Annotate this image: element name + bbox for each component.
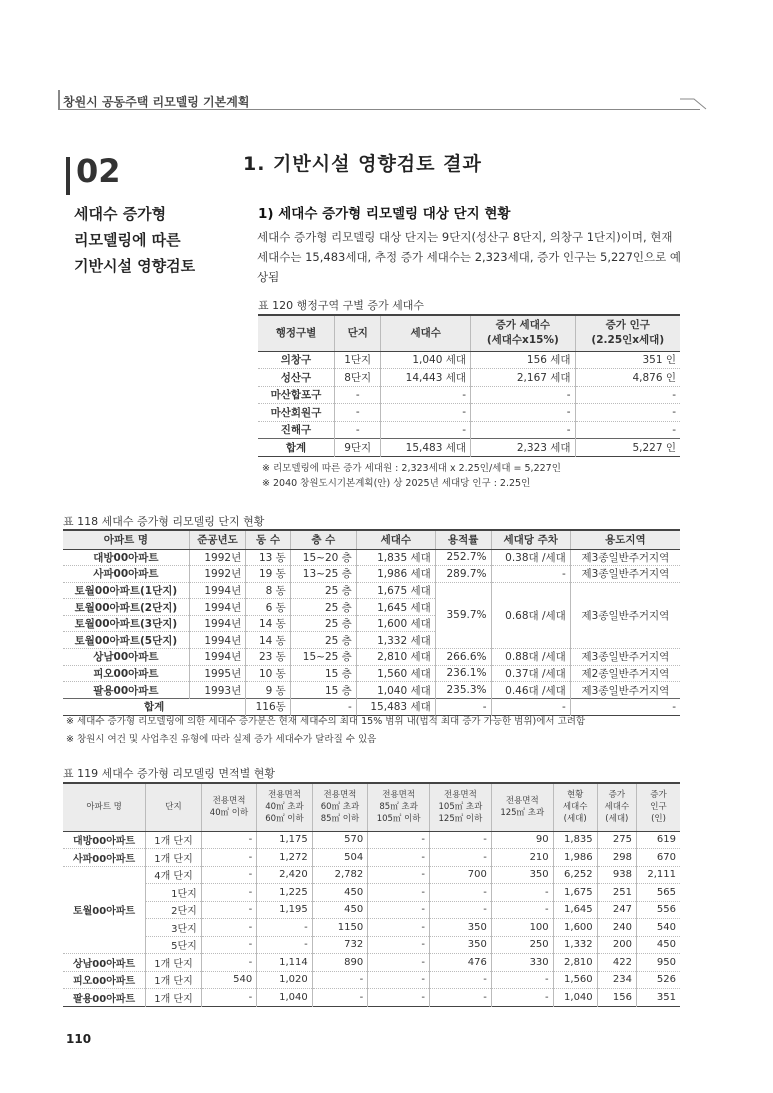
table-row <box>63 549 680 566</box>
table-cell: 토월00아파트(3단지) <box>63 615 189 632</box>
table-header-cell: 층 수 <box>290 530 356 549</box>
table-119-caption: 표 119 세대수 증가형 리모델링 면적별 현황 <box>63 767 275 780</box>
table-cell: 25 층 <box>290 582 356 599</box>
table-row <box>63 582 680 599</box>
table-cell: - <box>430 989 492 1007</box>
table-cell: 556 <box>637 901 681 919</box>
table-cell: 0.68대 /세대 <box>491 582 570 648</box>
table-cell: 1,835 세대 <box>356 549 435 566</box>
table-cell: 1995년 <box>189 665 245 682</box>
table-120-caption: 표 120 행정구역 구별 증가 세대수 <box>258 299 424 312</box>
table-cell: 350 <box>491 866 553 884</box>
table-row <box>258 439 680 457</box>
table-cell: 토월00아파트(2단지) <box>63 599 189 616</box>
table-cell: 10 동 <box>246 665 291 682</box>
table-header-cell: 세대수 <box>381 315 471 351</box>
table-row <box>63 849 680 867</box>
table-cell: 1,225 <box>257 884 312 902</box>
table-120-note-1: ※ 리모델링에 따른 증가 세대원 : 2,323세대 x 2.25인/세대 = 5,227인 <box>262 463 561 474</box>
table-cell: - <box>368 971 430 989</box>
table-cell: 상남00아파트 <box>63 954 146 972</box>
table-cell: 4,876 인 <box>575 369 680 387</box>
table-cell: 팔용00아파트 <box>63 682 189 699</box>
table-cell: 1,675 세대 <box>356 582 435 599</box>
table-header-cell: 전용면적 125㎡ 초과 <box>491 783 553 831</box>
table-row <box>258 351 680 369</box>
table-cell: 236.1% <box>435 665 491 682</box>
running-header: 창원시 공동주택 리모델링 기본계획 <box>63 95 250 109</box>
table-cell: 450 <box>637 936 681 954</box>
table-cell: 5,227 인 <box>575 439 680 457</box>
table-cell: - <box>334 404 380 422</box>
table-cell: 3단지 <box>146 919 202 937</box>
table-cell: - <box>201 936 256 954</box>
table-row <box>63 866 680 884</box>
table-cell: 9 동 <box>246 682 291 699</box>
table-cell: 15~25 층 <box>290 649 356 666</box>
table-cell: 사파00아파트 <box>63 566 189 583</box>
table-header-cell: 증가 인구 (인) <box>637 783 681 831</box>
table-cell: 250 <box>491 936 553 954</box>
table-row <box>63 989 680 1007</box>
table-cell: 15 층 <box>290 665 356 682</box>
table-cell: - <box>257 919 312 937</box>
table-cell: 1,645 <box>553 901 597 919</box>
table-cell: 1,645 세대 <box>356 599 435 616</box>
table-cell: - <box>257 936 312 954</box>
table-cell: 1,040 <box>553 989 597 1007</box>
table-118 <box>63 529 680 716</box>
table-cell: 상남00아파트 <box>63 649 189 666</box>
table-row <box>63 884 680 902</box>
table-cell: 의창구 <box>258 351 334 369</box>
table-cell: 합계 <box>258 439 334 457</box>
section-title: 1. 기반시설 영향검토 결과 <box>243 153 482 175</box>
table-cell: 2,420 <box>257 866 312 884</box>
table-cell: 15 층 <box>290 682 356 699</box>
table-cell: - <box>201 831 256 849</box>
table-cell: 0.88대 /세대 <box>491 649 570 666</box>
table-cell: 210 <box>491 849 553 867</box>
table-cell: 450 <box>312 884 367 902</box>
table-cell: - <box>491 989 553 1007</box>
table-cell: - <box>430 884 492 902</box>
table-header-cell: 아파트 명 <box>63 530 189 549</box>
table-cell: 252.7% <box>435 549 491 566</box>
table-cell: 289.7% <box>435 566 491 583</box>
chapter-title-line-2: 리모델링에 따른 <box>74 231 181 249</box>
table-cell: - <box>368 936 430 954</box>
table-cell: 1994년 <box>189 615 245 632</box>
table-header-cell: 세대수 <box>356 530 435 549</box>
table-cell: 14 동 <box>246 615 291 632</box>
table-cell: 합계 <box>63 698 246 715</box>
table-cell: - <box>368 831 430 849</box>
table-cell: 마산합포구 <box>258 386 334 404</box>
table-cell: - <box>430 831 492 849</box>
table-cell: 100 <box>491 919 553 937</box>
table-cell: - <box>201 849 256 867</box>
table-cell: 240 <box>597 919 636 937</box>
table-120 <box>258 314 680 457</box>
table-cell: 13 동 <box>246 549 291 566</box>
table-cell: 사파00아파트 <box>63 849 146 867</box>
table-cell: 15,483 세대 <box>356 698 435 715</box>
table-cell: 90 <box>491 831 553 849</box>
table-row <box>63 682 680 699</box>
chapter-title-line-1: 세대수 증가형 <box>74 205 167 223</box>
chapter-number: 02 <box>76 152 121 190</box>
table-cell: 0.37대 /세대 <box>491 665 570 682</box>
table-header-cell: 증가 세대수 (세대) <box>597 783 636 831</box>
table-cell: 1992년 <box>189 549 245 566</box>
table-cell: 1993년 <box>189 682 245 699</box>
table-cell: 422 <box>597 954 636 972</box>
table-cell: 2,323 세대 <box>471 439 576 457</box>
table-119 <box>63 782 680 1007</box>
table-cell: 마산회원구 <box>258 404 334 422</box>
chapter-bar <box>66 157 70 195</box>
table-cell: - <box>368 901 430 919</box>
table-cell: 359.7% <box>435 582 491 648</box>
table-cell: 275 <box>597 831 636 849</box>
table-cell: 2,810 세대 <box>356 649 435 666</box>
table-cell: 1,040 세대 <box>356 682 435 699</box>
table-cell: 9단지 <box>334 439 380 457</box>
table-row <box>63 919 680 937</box>
table-cell: - <box>430 849 492 867</box>
table-cell: 1,835 <box>553 831 597 849</box>
table-cell: - <box>471 404 576 422</box>
table-cell: 팔용00아파트 <box>63 989 146 1007</box>
table-cell: 1,195 <box>257 901 312 919</box>
table-cell: - <box>368 919 430 937</box>
table-header-cell: 용도지역 <box>570 530 680 549</box>
table-cell: 25 층 <box>290 632 356 649</box>
table-cell: 2,782 <box>312 866 367 884</box>
table-cell: - <box>201 919 256 937</box>
table-header-cell: 전용면적 105㎡ 초과 125㎡ 이하 <box>430 783 492 831</box>
table-cell: 제3종일반주거지역 <box>570 649 680 666</box>
table-cell: - <box>201 884 256 902</box>
subsection-title: 1) 세대수 증가형 리모델링 대상 단지 현황 <box>258 206 511 222</box>
table-cell: 116동 <box>246 698 291 715</box>
table-header-cell: 용적률 <box>435 530 491 549</box>
table-row <box>63 649 680 666</box>
table-cell: - <box>491 971 553 989</box>
table-cell: 251 <box>597 884 636 902</box>
table-cell: 2단지 <box>146 901 202 919</box>
table-cell: 1994년 <box>189 632 245 649</box>
table-cell: 제3종일반주거지역 <box>570 682 680 699</box>
table-cell: 1개 단지 <box>146 989 202 1007</box>
table-cell: 8 동 <box>246 582 291 599</box>
table-header-cell: 준공년도 <box>189 530 245 549</box>
table-cell: 2,111 <box>637 866 681 884</box>
table-cell: 1개 단지 <box>146 831 202 849</box>
table-cell: 1,175 <box>257 831 312 849</box>
table-header-cell: 단지 <box>334 315 380 351</box>
table-cell: 제2종일반주거지역 <box>570 665 680 682</box>
table-cell: 1,332 <box>553 936 597 954</box>
table-cell: 540 <box>201 971 256 989</box>
table-cell: 351 인 <box>575 351 680 369</box>
table-cell: 8단지 <box>334 369 380 387</box>
table-cell: - <box>491 566 570 583</box>
table-cell: 1,040 세대 <box>381 351 471 369</box>
table-cell: - <box>491 884 553 902</box>
table-cell: 890 <box>312 954 367 972</box>
table-cell: - <box>435 698 491 715</box>
table-row <box>63 954 680 972</box>
table-cell: - <box>381 404 471 422</box>
table-cell: 1개 단지 <box>146 849 202 867</box>
table-cell: 540 <box>637 919 681 937</box>
table-cell: 1994년 <box>189 582 245 599</box>
table-cell: 피오00아파트 <box>63 971 146 989</box>
table-cell: 235.3% <box>435 682 491 699</box>
table-header-cell: 아파트 명 <box>63 783 146 831</box>
header-divider <box>60 109 700 110</box>
table-cell: 1,040 <box>257 989 312 1007</box>
table-cell: 4개 단지 <box>146 866 202 884</box>
table-cell: - <box>201 901 256 919</box>
table-cell: - <box>312 989 367 1007</box>
table-header-cell: 증가 인구 (2.25인x세대) <box>575 315 680 351</box>
table-row <box>258 369 680 387</box>
table-cell: 23 동 <box>246 649 291 666</box>
table-header-cell: 전용면적 60㎡ 초과 85㎡ 이하 <box>312 783 367 831</box>
table-cell: 토월00아파트 <box>63 866 146 954</box>
table-cell: - <box>201 954 256 972</box>
table-cell: - <box>575 421 680 439</box>
table-cell: 234 <box>597 971 636 989</box>
table-cell: 570 <box>312 831 367 849</box>
table-118-note-1: ※ 세대수 증가형 리모델링에 의한 세대수 증가분은 현재 세대수의 최대 15% 범위 내(법적 최대 증가 가능한 범위)에서 고려함 <box>66 716 586 727</box>
table-cell: 13~25 층 <box>290 566 356 583</box>
table-row <box>258 421 680 439</box>
table-cell: 19 동 <box>246 566 291 583</box>
table-row <box>258 315 680 351</box>
table-cell: 565 <box>637 884 681 902</box>
table-cell: 대방00아파트 <box>63 549 189 566</box>
table-cell: - <box>570 698 680 715</box>
table-cell: 1,675 <box>553 884 597 902</box>
table-cell: 1,600 <box>553 919 597 937</box>
table-cell: 1150 <box>312 919 367 937</box>
table-cell: 526 <box>637 971 681 989</box>
body-paragraph: 세대수 증가형 리모델링 대상 단지는 9단지(성산구 8단지, 의창구 1단지)이며, 현재 세대수는 15,483세대, 추정 증가 세대수는 2,323세대, 증가 인구는 5,227인으로 예상됨 <box>257 230 682 284</box>
table-cell: - <box>290 698 356 715</box>
table-cell: - <box>471 386 576 404</box>
table-row <box>63 901 680 919</box>
table-cell: - <box>368 884 430 902</box>
table-row <box>63 530 680 549</box>
table-cell: 15~20 층 <box>290 549 356 566</box>
table-cell: 1단지 <box>146 884 202 902</box>
table-cell: 732 <box>312 936 367 954</box>
table-cell: 25 층 <box>290 615 356 632</box>
table-cell: 제3종일반주거지역 <box>570 566 680 583</box>
table-cell: 351 <box>637 989 681 1007</box>
chapter-title-line-3: 기반시설 영향검토 <box>74 257 196 275</box>
table-cell: - <box>368 866 430 884</box>
table-header-cell: 행정구별 <box>258 315 334 351</box>
table-cell: 0.46대 /세대 <box>491 682 570 699</box>
table-row <box>63 783 680 831</box>
table-cell: - <box>381 386 471 404</box>
table-cell: - <box>368 989 430 1007</box>
table-row <box>63 566 680 583</box>
table-header-cell: 전용면적 85㎡ 초과 105㎡ 이하 <box>368 783 430 831</box>
table-cell: 토월00아파트(5단지) <box>63 632 189 649</box>
table-header-cell: 증가 세대수 (세대수x15%) <box>471 315 576 351</box>
table-cell: 1,020 <box>257 971 312 989</box>
table-cell: 700 <box>430 866 492 884</box>
table-cell: 450 <box>312 901 367 919</box>
table-cell: - <box>381 421 471 439</box>
table-cell: - <box>575 386 680 404</box>
header-slant <box>680 97 720 111</box>
table-cell: 1,986 <box>553 849 597 867</box>
table-cell: 350 <box>430 919 492 937</box>
table-row <box>63 936 680 954</box>
table-cell: - <box>491 901 553 919</box>
page-number: 110 <box>66 1032 92 1046</box>
table-cell: 1992년 <box>189 566 245 583</box>
table-cell: - <box>575 404 680 422</box>
table-cell: 25 층 <box>290 599 356 616</box>
table-cell: 14 동 <box>246 632 291 649</box>
table-cell: 476 <box>430 954 492 972</box>
table-header-cell: 전용면적 40㎡ 이하 <box>201 783 256 831</box>
table-cell: 1,114 <box>257 954 312 972</box>
table-header-cell: 전용면적 40㎡ 초과 60㎡ 이하 <box>257 783 312 831</box>
table-cell: 156 세대 <box>471 351 576 369</box>
table-118-caption: 표 118 세대수 증가형 리모델링 단지 현황 <box>63 515 265 528</box>
table-cell: 1단지 <box>334 351 380 369</box>
table-row <box>258 386 680 404</box>
table-cell: 5단지 <box>146 936 202 954</box>
table-cell: 1개 단지 <box>146 954 202 972</box>
table-cell: 1,560 <box>553 971 597 989</box>
table-cell: 6 동 <box>246 599 291 616</box>
table-cell: 1,986 세대 <box>356 566 435 583</box>
table-row <box>63 971 680 989</box>
table-cell: - <box>430 971 492 989</box>
table-cell: 156 <box>597 989 636 1007</box>
header-rule-left <box>58 90 60 110</box>
table-cell: - <box>471 421 576 439</box>
table-118-note-2: ※ 창원시 여건 및 사업추진 유형에 따라 실제 증가 세대수가 달라질 수 있음 <box>66 734 377 745</box>
table-cell: 대방00아파트 <box>63 831 146 849</box>
table-cell: 938 <box>597 866 636 884</box>
table-cell: 247 <box>597 901 636 919</box>
table-cell: 619 <box>637 831 681 849</box>
table-cell: 성산구 <box>258 369 334 387</box>
table-cell: - <box>201 866 256 884</box>
table-cell: - <box>368 954 430 972</box>
table-cell: 200 <box>597 936 636 954</box>
table-cell: 1,272 <box>257 849 312 867</box>
table-cell: 1,600 세대 <box>356 615 435 632</box>
table-cell: 266.6% <box>435 649 491 666</box>
table-cell: 제3종일반주거지역 <box>570 549 680 566</box>
table-row <box>63 831 680 849</box>
table-cell: 350 <box>430 936 492 954</box>
table-cell: 670 <box>637 849 681 867</box>
table-cell: - <box>491 698 570 715</box>
table-cell: 1994년 <box>189 599 245 616</box>
table-cell: 330 <box>491 954 553 972</box>
table-cell: 6,252 <box>553 866 597 884</box>
table-cell: 1,560 세대 <box>356 665 435 682</box>
table-cell: - <box>368 849 430 867</box>
table-cell: 2,167 세대 <box>471 369 576 387</box>
table-cell: 토월00아파트(1단지) <box>63 582 189 599</box>
table-header-cell: 동 수 <box>246 530 291 549</box>
table-cell: 2,810 <box>553 954 597 972</box>
table-cell: 진해구 <box>258 421 334 439</box>
table-header-cell: 세대당 주차 <box>491 530 570 549</box>
table-row <box>63 665 680 682</box>
table-cell: 피오00아파트 <box>63 665 189 682</box>
table-cell: 15,483 세대 <box>381 439 471 457</box>
table-cell: - <box>334 386 380 404</box>
table-cell: 298 <box>597 849 636 867</box>
table-header-cell: 현황 세대수 (세대) <box>553 783 597 831</box>
table-cell: - <box>312 971 367 989</box>
table-cell: - <box>334 421 380 439</box>
table-cell: 504 <box>312 849 367 867</box>
table-cell: 1개 단지 <box>146 971 202 989</box>
table-row <box>258 404 680 422</box>
table-120-note-2: ※ 2040 창원도시기본계획(안) 상 2025년 세대당 인구 : 2.25인 <box>262 478 531 489</box>
table-cell: 1994년 <box>189 649 245 666</box>
table-cell: 1,332 세대 <box>356 632 435 649</box>
table-cell: - <box>430 901 492 919</box>
table-header-cell: 단지 <box>146 783 202 831</box>
table-cell: - <box>201 989 256 1007</box>
table-cell: 제3종일반주거지역 <box>570 582 680 648</box>
table-cell: 0.38대 /세대 <box>491 549 570 566</box>
table-cell: 14,443 세대 <box>381 369 471 387</box>
table-cell: 950 <box>637 954 681 972</box>
